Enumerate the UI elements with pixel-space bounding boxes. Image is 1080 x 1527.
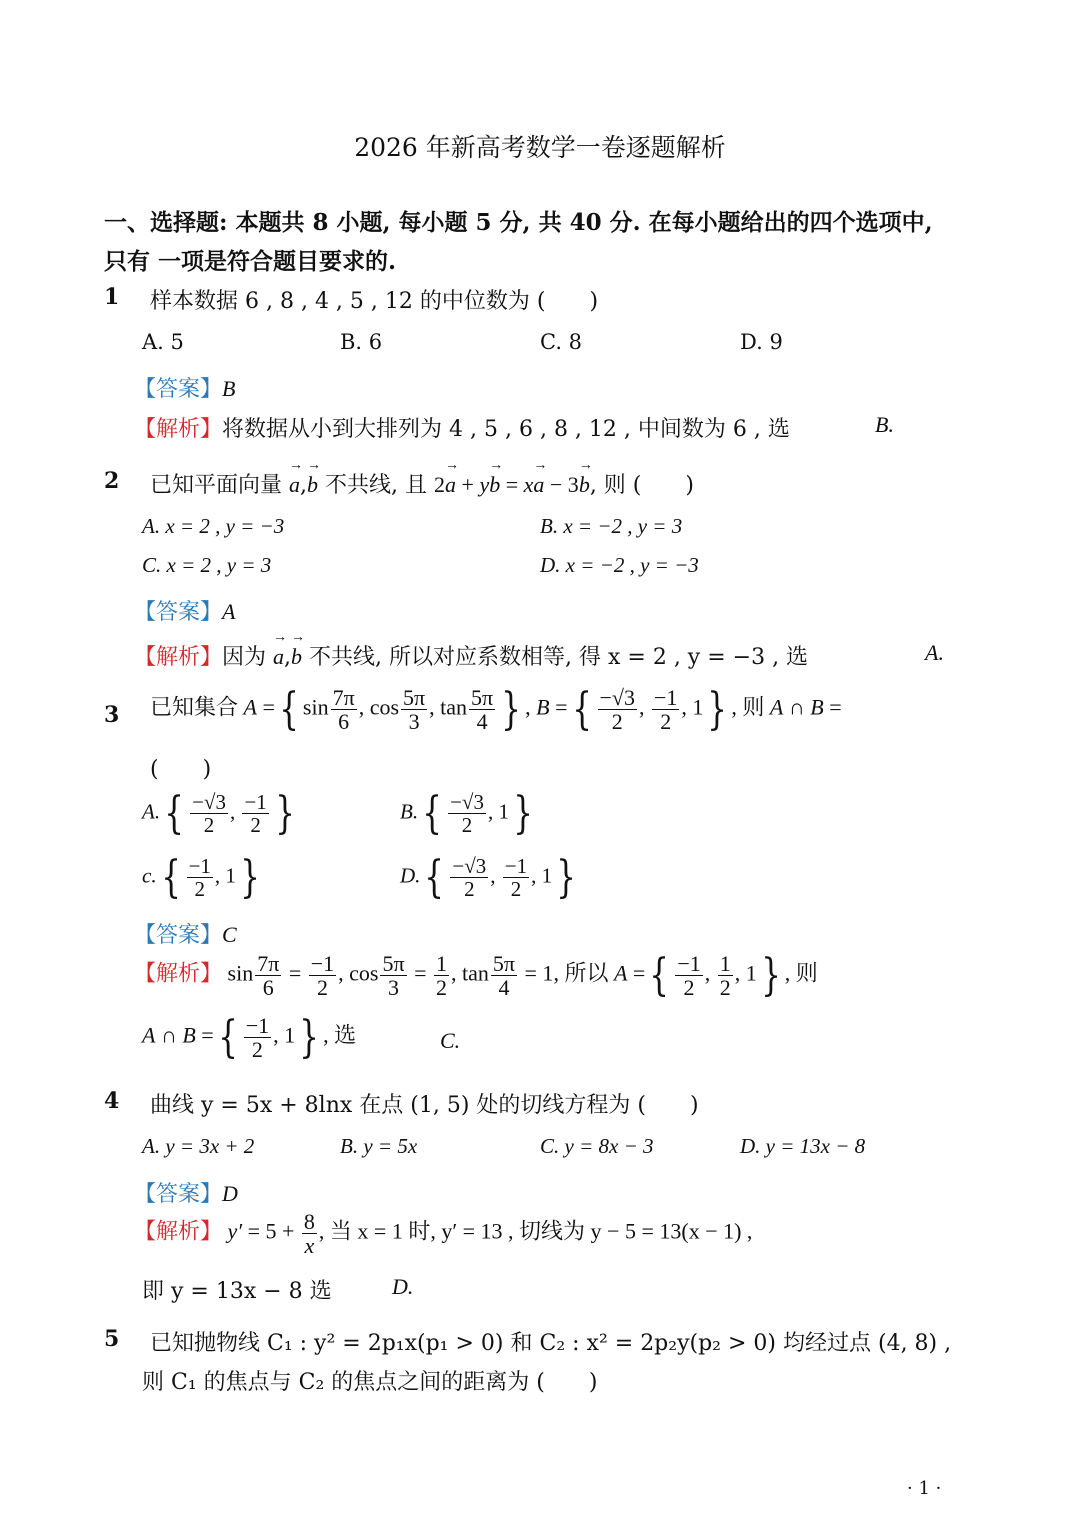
q3-option-d: D.{ $\frac{-√3}{2}$ , $\frac{-1}{2}$ , 1} (400, 852, 576, 903)
q4-answer-value: D (222, 1181, 238, 1206)
q3-option-b: B.{ $\frac{-√3}{2}$ , 1} (400, 788, 533, 839)
q1-explanation-pick: B. (875, 412, 894, 437)
q3-explanation-pick: C. (440, 1028, 461, 1053)
q4-option-b: B. y = 5x (340, 1134, 418, 1158)
question-2-text: 已知平面向量 a →,b → 不共线, 且 2a → + yb → = xa → − 3b →, 则 ( ) (150, 468, 694, 499)
question-2-number: 2 (104, 468, 120, 494)
q2-option-d: D. x = −2 , y = −3 (540, 553, 699, 577)
question-5-line2: 则 C₁ 的焦点与 C₂ 的焦点之间的距离为 ( ) (142, 1370, 598, 1395)
q4-option-a: A. y = 3x + 2 (142, 1134, 255, 1158)
answer-label: 【答案】 (134, 1182, 223, 1207)
q1-option-d: D. 9 (740, 330, 783, 354)
q2-text-a: 已知平面向量 (150, 473, 283, 498)
question-1-number: 1 (104, 284, 120, 310)
q4-explain-a: , 当 x = 1 时, y′ = 13 , 切线为 y − 5 = 13(x − 1) , (318, 1218, 753, 1244)
explain-label: 【解析】 (134, 645, 223, 670)
section-heading-line1: 一、选择题: 本题共 8 小题, 每小题 5 分, 共 40 分. 在每小题给出的四个选项中, (104, 209, 933, 236)
question-3-number: 3 (104, 702, 120, 728)
q2-text-b: 不共线, 且 (325, 473, 428, 498)
q1-explanation-text: 将数据从小到大排列为 4 , 5 , 6 , 8 , 12 , 中间数为 6 , 选 (222, 417, 790, 442)
q2-answer (134, 595, 235, 626)
q3-option-b-label: B. (400, 799, 419, 824)
q2-explanation-b: 不共线, 所以对应系数相等, 得 x = 2 , y = −3 , 选 (309, 645, 809, 670)
q1-option-a: A. 5 (142, 330, 184, 354)
q1-answer (134, 372, 235, 403)
q4-option-c: C. y = 8x − 3 (540, 1134, 654, 1158)
q2-option-b: B. x = −2 , y = 3 (540, 514, 683, 538)
q3-option-d-label: D. (400, 863, 421, 888)
q4-explanation-line2: 即 y = 13x − 8 选 (142, 1279, 332, 1304)
page-number: · 1 · (907, 1478, 942, 1499)
question-4-text: 曲线 y = 5x + 8lnx 在点 (1, 5) 处的切线方程为 ( ) (150, 1093, 699, 1118)
q3-text-a: 已知集合 (150, 694, 239, 720)
q3-answer-value: C (222, 922, 237, 947)
q3-option-a-label: A. (142, 799, 161, 824)
q3-option-c: c.{ $\frac{-1}{2}$ , 1} (142, 852, 260, 903)
q1-option-b: B. 6 (340, 330, 383, 354)
q4-explanation-pick: D. (392, 1274, 414, 1299)
q3-answer (134, 918, 237, 949)
q3-text-b: , 则 (731, 694, 765, 720)
explain-label: 【解析】 (134, 960, 223, 986)
explain-label: 【解析】 (134, 417, 223, 442)
q2-text-c: , 则 ( ) (589, 473, 694, 498)
page-title: 2026 年新高考数学一卷逐题解析 (354, 133, 726, 162)
q3-explain-so: , 所以 (553, 960, 609, 986)
q3-explanation-line2: A ∩ B ={ $\frac{-1}{2}$ , 1} , 选 (142, 1012, 357, 1063)
q2-answer-value: A (222, 599, 236, 624)
question-1-text: 样本数据 6 , 8 , 4 , 5 , 12 的中位数为 ( ) (150, 289, 599, 314)
question-5-line1: 已知抛物线 C₁ : y² = 2p₁x(p₁ > 0) 和 C₂ : x² = 2p₂y(p₂ > 0) 均经过点 (4, 8) , (150, 1331, 952, 1356)
q2-option-c: C. x = 2 , y = 3 (142, 553, 272, 577)
answer-label: 【答案】 (134, 600, 223, 625)
q3-explanation-line1: 【解析】 sin $\frac{7\pi}{6}$ = $\frac{-1}{2}$ , cos $\frac{5\pi}{3}$ = $\frac{1}{2}$ , tan $\frac{5\pi}{4}$ = 1, 所以 A ={ $\frac{-1}{2}$ , $\frac{1}{2}$ , 1} , 则 (134, 950, 818, 1001)
answer-label: 【答案】 (134, 923, 223, 948)
q1-explanation (134, 412, 790, 443)
q3-explain-pick-text: , 选 (323, 1022, 357, 1048)
q4-answer (134, 1177, 238, 1208)
q3-explain-then: , 则 (784, 960, 818, 986)
q2-explanation-a: 因为 (222, 645, 267, 670)
vector-b: b → (307, 472, 318, 498)
q2-explanation: 【解析】因为 a →,b → 不共线, 所以对应系数相等, 得 x = 2 , y = −3 , 选 (134, 640, 808, 671)
question-3-text: 已知集合 A ={ sin $\frac{7\pi}{6}$ , cos $\frac{5\pi}{3}$ , tan $\frac{5\pi}{4}$ } , B ={ $\frac{-√3}{2}$ , $\frac{-1}{2}$ , 1} , 则 A ∩ B = (150, 684, 842, 735)
q1-option-c: C. 8 (540, 330, 583, 354)
question-4-number: 4 (104, 1088, 120, 1114)
section-heading-line2: 只有 一项是符合题目要求的. (104, 248, 397, 275)
q4-explanation-line1: 【解析】 y′ = 5 + $\frac{8}{x}$ , 当 x = 1 时, y′ = 13 , 切线为 y − 5 = 13(x − 1) , (134, 1209, 753, 1259)
q2-equation: 2a → + yb → = xa → − 3b → (434, 472, 590, 497)
q3-option-a: A.{ $\frac{-√3}{2}$ , $\frac{-1}{2}$ } (142, 788, 295, 839)
q3-option-c-label: c. (142, 863, 157, 888)
q2-explanation-pick: A. (925, 640, 944, 665)
q2-option-a: A. x = 2 , y = −3 (142, 514, 285, 538)
vector-a: a → (289, 472, 300, 498)
explain-label: 【解析】 (134, 1218, 223, 1244)
q1-answer-value: B (222, 376, 236, 401)
question-5-number: 5 (104, 1326, 120, 1352)
q3-paren: ( ) (150, 757, 212, 782)
q4-option-d: D. y = 13x − 8 (740, 1134, 866, 1158)
answer-label: 【答案】 (134, 377, 223, 402)
